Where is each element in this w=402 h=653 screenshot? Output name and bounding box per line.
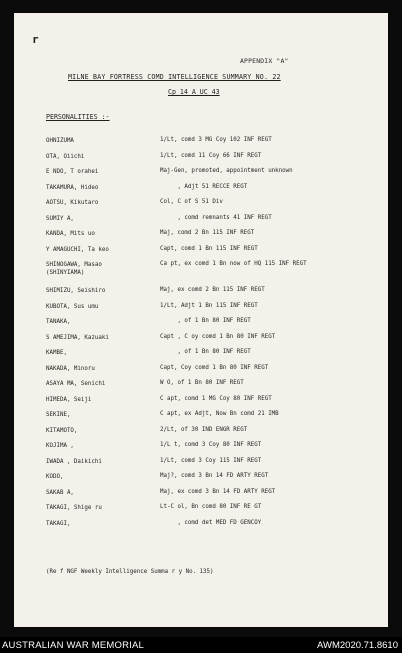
personalities-list	[46, 137, 386, 535]
list-item	[46, 520, 386, 536]
person-description: C apt, ex Adjt, Now Bn comd 21 IMB	[160, 411, 279, 417]
person-name: Y AMAGUCHI, Ta keo	[46, 246, 109, 253]
person-name: TAKAGI,	[46, 520, 71, 527]
person-name: SHIMIZU, Seishiro	[46, 288, 106, 294]
list-item	[46, 427, 386, 443]
person-name: KOJIMA ,	[46, 443, 74, 449]
list-item	[46, 334, 386, 350]
person-name: KANDA, Mits uo	[46, 231, 95, 237]
person-description: Lt-C ol, Bn comd 80 INF RE GT	[160, 504, 262, 510]
person-name: SAKAB A,	[46, 489, 74, 496]
list-item	[46, 199, 386, 215]
list-item	[46, 365, 386, 381]
person-description: 1/Lt, comd 3 Coy 115 INF REGT	[160, 457, 262, 464]
document-title: MILNE BAY FORTRESS COMD INTELLIGENCE SUMMARY NO. 22	[68, 73, 281, 81]
person-description: Maj, ex comd 2 Bn 115 INF REGT	[160, 287, 265, 293]
list-item	[46, 184, 386, 200]
person-description: W O, of 1 Bn 80 INF REGT	[160, 380, 244, 386]
list-item	[46, 246, 386, 262]
person-name: AOTSU, Kikutaro	[46, 200, 99, 206]
person-description: 1/Lt, comd 3 MG Coy 102 INF REGT	[160, 137, 272, 143]
person-name: NAKADA, Minoru	[46, 365, 95, 372]
person-description: 1/Lt, Adjt 1 Bn 115 INF REGT	[160, 302, 258, 309]
person-description: Capt, comd 1 Bn 115 INF REGT	[160, 245, 258, 252]
list-item	[46, 137, 386, 153]
document-page	[14, 13, 388, 627]
person-description: , comd remnants 41 INF REGT	[160, 214, 272, 221]
person-name: TAKAMURA, Hideo	[46, 184, 99, 191]
person-name: SUMIY A,	[46, 215, 74, 222]
list-item	[46, 396, 386, 412]
list-item	[46, 168, 386, 184]
person-description: C apt, comd 1 MG Coy 80 INF REGT	[160, 395, 272, 402]
list-item	[46, 380, 386, 396]
list-item	[46, 442, 386, 458]
person-name: S AMEJIMA, Kazuaki	[46, 334, 109, 341]
list-item	[46, 261, 386, 287]
person-description: 2/Lt, of 30 IND ENGR REGT	[160, 426, 248, 433]
appendix-label: APPENDIX "A"	[240, 57, 289, 65]
person-name: KITAMOTO,	[46, 427, 78, 434]
person-description: Ca pt, ex comd 1 Bn now of HQ 115 INF REGT	[160, 261, 307, 267]
list-item	[46, 504, 386, 520]
list-item	[46, 349, 386, 365]
person-name: SEKINE,	[46, 412, 71, 418]
person-name: OTA, Oiichi	[46, 153, 85, 160]
list-item	[46, 458, 386, 474]
person-description: Maj, comd 2 Bn 115 INF REGT	[160, 230, 255, 236]
person-description: 1/L t, comd 3 Coy 80 INF REGT	[160, 442, 262, 448]
person-name: TAKAGI, Shige ru	[46, 505, 102, 511]
list-item	[46, 318, 386, 334]
person-name: HIMEDA, Seiji	[46, 396, 92, 403]
list-item	[46, 473, 386, 489]
person-name: KAMBE,	[46, 350, 67, 356]
footer-bar	[0, 637, 402, 653]
list-item	[46, 411, 386, 427]
person-description: 1/Lt, comd 11 Coy 66 INF REGT	[160, 152, 262, 159]
person-description: Maj-Gen, promoted, appointment unknown	[160, 168, 293, 174]
list-item	[46, 287, 386, 303]
list-item	[46, 303, 386, 319]
list-item	[46, 215, 386, 231]
accession-number: AWM2020.71.8610	[317, 640, 398, 651]
person-name: ASAYA MA, Senichi	[46, 381, 106, 387]
margin-mark: r	[32, 33, 39, 46]
person-description: Maj?, comd 3 Bn 14 FD ARTY REGT	[160, 473, 269, 479]
list-item	[46, 153, 386, 169]
person-description: , comd det MED FD GENCOY	[160, 519, 262, 526]
person-name: KODO,	[46, 474, 64, 480]
person-name: KUBOTA, Sus umu	[46, 303, 99, 310]
list-item	[46, 230, 386, 246]
person-description: , of 1 Bn 80 INF REGT	[160, 318, 251, 324]
person-description: Capt , C oy comd 1 Bn 80 INF REGT	[160, 333, 276, 340]
reference-footnote: (Re f NGF Weekly Intelligence Summa r y No. 135)	[46, 569, 214, 575]
person-name: E NDO, T orahei	[46, 169, 99, 175]
person-description: Capt, Coy comd 1 Bn 80 INF REGT	[160, 364, 269, 371]
person-name: OHNIZUMA	[46, 138, 74, 144]
person-name: IWADA , Daikichi	[46, 458, 102, 465]
section-heading: PERSONALITIES :-	[46, 113, 110, 121]
person-name: SHINOGAWA, Masao (SHINYIAMA)	[46, 262, 102, 276]
person-name: TANAKA,	[46, 319, 71, 325]
person-description: Col, C of S 51 Div	[160, 199, 223, 205]
document-subtitle: Cp 14 A UC 43	[168, 88, 220, 96]
person-description: , of 1 Bn 80 INF REGT	[160, 349, 251, 355]
person-description: , Adjt 51 RECCE REGT	[160, 183, 248, 190]
list-item	[46, 489, 386, 505]
institution-name: AUSTRALIAN WAR MEMORIAL	[2, 640, 145, 651]
person-description: Maj, ex comd 3 Bn 14 FD ARTY REGT	[160, 488, 276, 495]
